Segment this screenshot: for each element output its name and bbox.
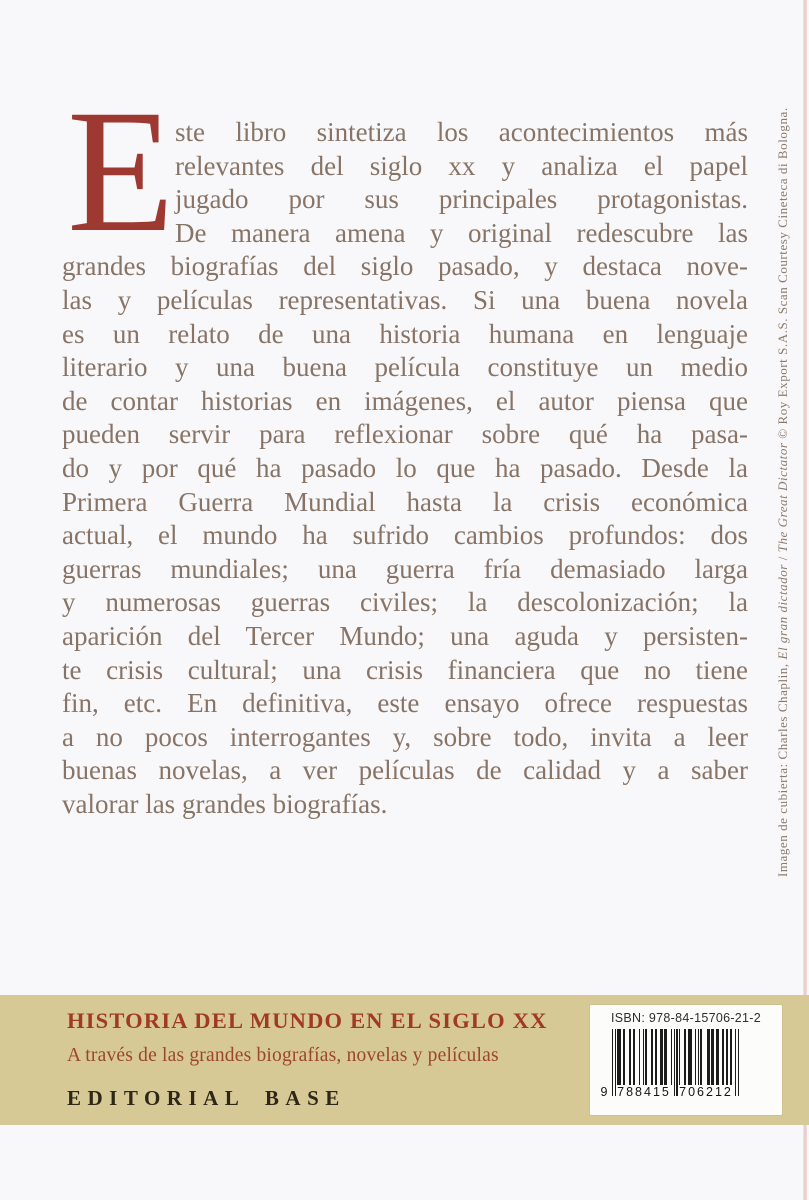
barcode-bar bbox=[695, 1029, 696, 1085]
barcode-bar bbox=[620, 1029, 621, 1085]
barcode-bar bbox=[727, 1029, 728, 1085]
blurb-line: valorar las grandes biografías. bbox=[62, 788, 388, 819]
barcode-digit-lead: 9 bbox=[600, 1085, 608, 1099]
book-title: HISTORIA DEL MUNDO EN EL SIGLO XX bbox=[67, 1008, 548, 1033]
blurb-line: aparición del Tercer Mundo; una aguda y persisten- bbox=[62, 620, 748, 651]
blurb-line: do y por qué ha pasado lo que ha pasado. Desde la bbox=[62, 452, 748, 483]
barcode-bar bbox=[643, 1029, 644, 1085]
blurb-line: de contar historias en imágenes, el autor piensa que bbox=[62, 385, 748, 416]
barcode-bar bbox=[698, 1029, 699, 1085]
blurb-line: te crisis cultural; una crisis financiera que no tiene bbox=[62, 654, 748, 685]
barcode-bar bbox=[679, 1029, 680, 1085]
blurb-line: y numerosas guerras civiles; la descolonización; la bbox=[62, 587, 748, 618]
barcode-bar bbox=[665, 1029, 666, 1085]
barcode-bar bbox=[639, 1029, 640, 1085]
isbn-number: ISBN: 978-84-15706-21-2 bbox=[610, 1011, 762, 1025]
blurb-line: actual, el mundo ha sufrido cambios profundos: dos bbox=[62, 520, 748, 551]
barcode-bar bbox=[684, 1029, 685, 1085]
blurb-line: guerras mundiales; una guerra fría demasiado larga bbox=[62, 553, 748, 584]
blurb-line: las y películas representativas. Si una buena novela bbox=[62, 284, 748, 315]
barcode-digits-left-group: 788415 bbox=[617, 1085, 671, 1099]
book-subtitle: A través de las grandes biografías, novelas y películas bbox=[67, 1045, 499, 1066]
blurb-line: es un relato de una historia humana en lenguaje bbox=[62, 318, 748, 349]
blurb-line: ste libro sintetiza los acontecimientos más bbox=[175, 117, 748, 147]
barcode-bar bbox=[629, 1029, 630, 1085]
blurb-line: pueden servir para reflexionar sobre qué ha pasa- bbox=[62, 419, 748, 450]
drop-cap: E bbox=[67, 74, 175, 269]
barcode-bar bbox=[691, 1029, 692, 1085]
barcode-bar bbox=[652, 1029, 653, 1085]
barcode-bar bbox=[731, 1029, 732, 1085]
barcode-digits-right-group: 706212 bbox=[679, 1085, 733, 1099]
cover-image-credit-text: Imagen de cubierta: Charles Chaplin, El gran dictador / The Great Dictator © Roy Export S.A.S. Scan Courtesy Cineteca di Bologna. bbox=[775, 107, 790, 877]
cover-image-credit bbox=[774, 107, 792, 877]
barcode-bar bbox=[723, 1029, 724, 1085]
blurb-line: buenas novelas, a ver películas de calidad y a saber bbox=[62, 755, 748, 786]
blurb-line: fin, etc. En definitiva, este ensayo ofrece respuestas bbox=[62, 688, 748, 719]
isbn-barcode-panel bbox=[590, 1005, 782, 1115]
barcode-bar bbox=[700, 1029, 701, 1085]
barcode-digits bbox=[600, 1085, 739, 1099]
barcode-bar bbox=[624, 1029, 625, 1085]
barcode-bar bbox=[633, 1029, 634, 1085]
barcode-bar bbox=[712, 1029, 713, 1085]
barcode-bar bbox=[661, 1029, 662, 1085]
blurb-line: jugado por sus principales protagonistas. bbox=[175, 184, 748, 215]
barcode-bar bbox=[718, 1029, 719, 1085]
barcode-bar bbox=[645, 1029, 646, 1085]
footer-band bbox=[0, 995, 809, 1125]
blurb-line: literario y una buena película constituye un medio bbox=[62, 352, 748, 383]
blurb-line: De manera amena y original redescubre las bbox=[175, 217, 748, 248]
barcode-bar bbox=[708, 1029, 709, 1085]
back-cover-blurb bbox=[62, 116, 748, 821]
barcode-bar bbox=[656, 1029, 657, 1085]
ean-barcode bbox=[600, 1029, 739, 1109]
blurb-line: a no pocos interrogantes y, sobre todo, invita a leer bbox=[62, 721, 748, 752]
blurb-line: Primera Guerra Mundial hasta la crisis económica bbox=[62, 486, 748, 517]
blurb-line: grandes biografías del siglo pasado, y destaca nove- bbox=[62, 251, 748, 282]
publisher-name: EDITORIAL BASE bbox=[67, 1086, 346, 1110]
blurb-line: relevantes del siglo xx y analiza el papel bbox=[175, 150, 748, 181]
barcode-bar bbox=[671, 1029, 672, 1085]
